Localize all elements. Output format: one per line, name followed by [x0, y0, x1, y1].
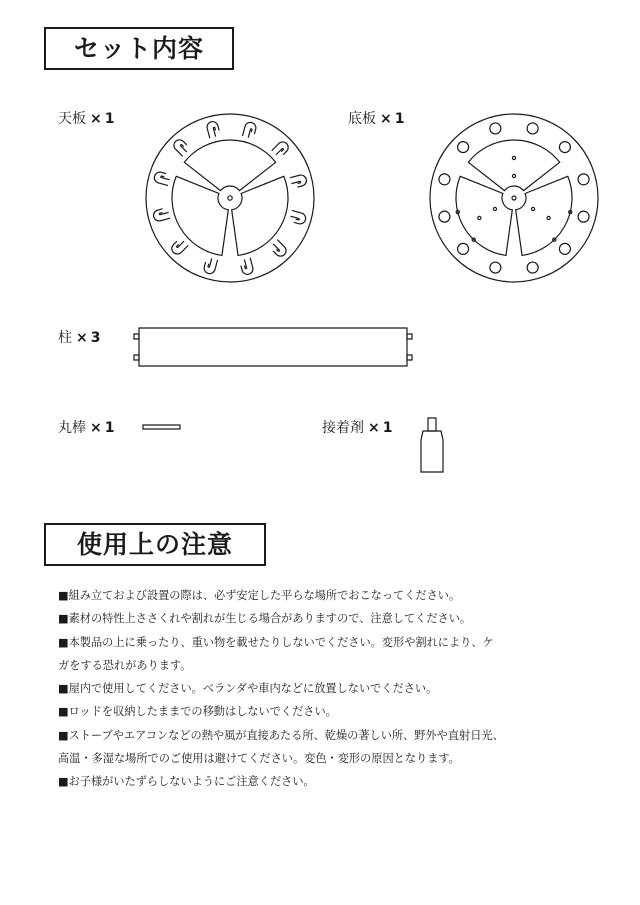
top-board-outline: [146, 114, 314, 282]
bottom-board-screw-hole: [512, 174, 515, 177]
top-board-opening-1: [184, 140, 275, 191]
top-board-qty: 1: [104, 111, 115, 127]
adhesive-qty: 1: [382, 420, 393, 436]
bottom-board-qty: 1: [394, 111, 405, 127]
adhesive-diagram: [418, 416, 446, 476]
top-board-hook-slot: [272, 140, 291, 159]
bottom-board-peg-hole: [578, 211, 589, 222]
bottom-board-label: [348, 108, 404, 128]
pillar-body: [139, 328, 407, 366]
top-board-hook-slot: [203, 257, 218, 275]
caution-line: ■組み立ておよび設置の際は、必ず安定した平らな場所でおこなってください。: [58, 589, 461, 602]
caution-line: ■素材の特性上ささくれや割れが生じる場合がありますので、注意してください。: [58, 612, 472, 626]
top-board-hook-slot: [172, 138, 191, 157]
top-board-center-hole: [228, 196, 232, 200]
top-board-hook-slot: [240, 258, 255, 276]
adhesive-label: [322, 417, 392, 437]
bottom-board-peg-hole: [559, 243, 570, 254]
pillar-peg-left-bottom: [134, 355, 139, 360]
cautions-list: [58, 584, 598, 794]
caution-line: 高温・多湿な場所でのご使用は避けてください。変色・変形の原因となります。: [58, 752, 460, 766]
bottom-board-peg-hole: [439, 174, 450, 185]
round-rod-diagram: [142, 422, 182, 432]
adhesive-cap: [428, 418, 436, 431]
pillar-qty: 3: [90, 330, 101, 346]
caution-line: ■ロッドを収納したままでの移動はしないでください。: [58, 705, 337, 719]
bottom-board-peg-hole: [458, 142, 469, 153]
bottom-board-diagram: [424, 113, 604, 283]
top-board-name: 天板: [58, 111, 86, 127]
bottom-board-center-hole: [512, 196, 516, 200]
top-board-hook-slot: [290, 174, 308, 189]
caution-line: ■お子様がいたずらしないようにご注意ください。: [58, 775, 315, 789]
adhesive-name: 接着剤: [322, 420, 364, 436]
pillar-peg-right-bottom: [407, 355, 412, 360]
top-board-diagram: [140, 113, 320, 283]
top-board-hook-slot: [152, 208, 170, 223]
bottom-board-opening-1: [468, 140, 559, 191]
top-board-hook-slot: [170, 238, 189, 257]
top-board-hook-slot: [270, 240, 289, 259]
caution-line: ガをする恐れがあります。: [58, 658, 192, 672]
top-board-hook-slot: [153, 171, 171, 186]
set-contents-heading: セット内容: [44, 27, 234, 70]
bottom-board-peg-hole: [527, 262, 538, 273]
top-board-hook-slot: [206, 120, 221, 138]
bottom-board-peg-hole: [439, 211, 450, 222]
bottom-board-peg-hole: [490, 262, 501, 273]
round-rod-name: 丸棒: [58, 420, 86, 436]
bottom-board-name: 底板: [348, 111, 376, 127]
top-board-times: ×: [90, 111, 102, 127]
pillar-label: [58, 327, 100, 347]
pillar-times: ×: [76, 330, 88, 346]
bottom-board-peg-hole: [578, 174, 589, 185]
caution-line: ■本製品の上に乗ったり、重い物を載せたりしないでください。変形や割れにより、ケ: [58, 635, 494, 649]
caution-line: ■ストーブやエアコンなどの熱や風が直接あたる所、乾燥の著しい所、野外や直射日光、: [58, 728, 504, 742]
bottom-board-screw-hole: [512, 156, 515, 159]
bottom-board-peg-hole: [458, 243, 469, 254]
top-board-opening-3: [172, 176, 228, 255]
bottom-board-peg-hole: [559, 142, 570, 153]
adhesive-times: ×: [368, 420, 380, 436]
round-rod-body: [143, 425, 180, 429]
adhesive-bottle: [421, 431, 443, 472]
top-board-hook-slot: [289, 210, 307, 225]
bottom-board-times: ×: [380, 111, 392, 127]
pillar-peg-left-top: [134, 334, 139, 339]
bottom-board-outline: [430, 114, 598, 282]
top-board-hook-slot: [242, 121, 257, 139]
top-board-label: [58, 108, 114, 128]
round-rod-label: [58, 417, 114, 437]
caution-line: ■屋内で使用してください。ベランダや車内などに放置しないでください。: [58, 682, 438, 696]
bottom-board-screw-hole: [531, 207, 534, 210]
top-board-opening-2: [232, 176, 288, 255]
bottom-board-screw-hole: [493, 207, 496, 210]
pillar-diagram: [132, 326, 414, 368]
round-rod-times: ×: [90, 420, 102, 436]
bottom-board-peg-hole: [527, 123, 538, 134]
round-rod-qty: 1: [104, 420, 115, 436]
pillar-name: 柱: [58, 330, 72, 346]
bottom-board-screw-hole: [478, 216, 481, 219]
bottom-board-screw-hole: [547, 216, 550, 219]
usage-cautions-heading: 使用上の注意: [44, 523, 266, 566]
bottom-board-peg-hole: [490, 123, 501, 134]
pillar-peg-right-top: [407, 334, 412, 339]
